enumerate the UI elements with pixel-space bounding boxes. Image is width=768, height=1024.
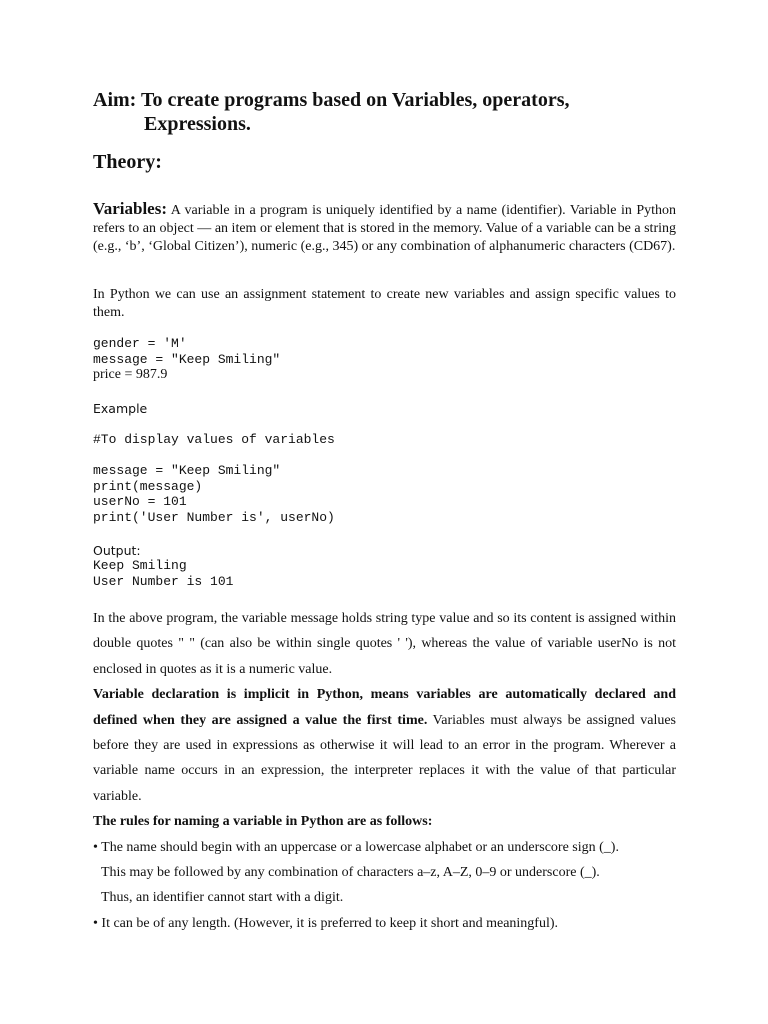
variables-lead: Variables: [93,199,167,218]
rules-heading: The rules for naming a variable in Python are as follows: [93,814,433,830]
code-line: price = 987.9 [93,367,168,382]
rule-item: • It can be of any length. (However, it is preferred to keep it short and meaningful). [93,915,559,931]
aim-heading-continued: Expressions. [144,113,251,135]
assignment-paragraph: In Python we can use an assignment statement to create new variables and assign specific values to them. [93,287,676,320]
explanation-section [93,606,676,936]
rule-text: • The name should begin with an uppercase or a lowercase alphabet or an underscore sign (_). [93,839,619,855]
code-block-assignment [93,336,676,383]
variables-paragraph [93,200,676,256]
rule-item [93,835,676,911]
rule-text: This may be followed by any combination of characters a–z, A–Z, 0–9 or underscore (_). [101,865,600,881]
code-comment: #To display values of variables [93,432,335,447]
code-line: message = "Keep Smiling" [93,463,281,478]
aim-heading: Aim: To create programs based on Variables, operators, [93,89,570,111]
rule-text: Thus, an identifier cannot start with a digit. [101,890,344,906]
output-line: Keep Smiling [93,558,187,573]
output-label: Output: [93,543,141,558]
declaration-bold: Variable declaration is implicit in Python, means variables are automatically declared and defined when they are assigned a value the first time. [93,687,676,728]
theory-heading: Theory: [93,151,162,173]
declaration-text: Variables must always be assigned values before they are used in expressions as otherwise it will lead to an error in the program. Wherever a variable name occurs in an expression, the interpreter replaces it with the value of that particular variable. [93,712,677,804]
output-line: User Number is 101 [93,573,234,589]
explanation-paragraph: In the above program, the variable message holds string type value and so its content is assigned within double quotes " " (can also be within single quotes ' '), whereas the value of variable userNo is not enclosed in quotes as it is a numeric value. [93,611,676,677]
code-line: print(message) [93,478,203,494]
output-block [93,558,676,589]
declaration-paragraph [93,682,676,809]
code-line: gender = 'M' [93,336,187,351]
variables-text: A variable in a program is uniquely identified by a name (identifier). Variable in Python refers to an object — an item or element that is stored in the memory. Value of a variable can be a string (e.g., ‘b’, ‘Global Citizen’), numeric (e.g., 345) or any combination of alphanumeric characters (CD67). [93,203,676,254]
code-line: print('User Number is', userNo) [93,509,335,525]
code-block-example [93,463,676,525]
example-label: Example [93,401,148,416]
code-line: message = "Keep Smiling" [93,351,281,367]
code-line: userNo = 101 [93,494,187,509]
